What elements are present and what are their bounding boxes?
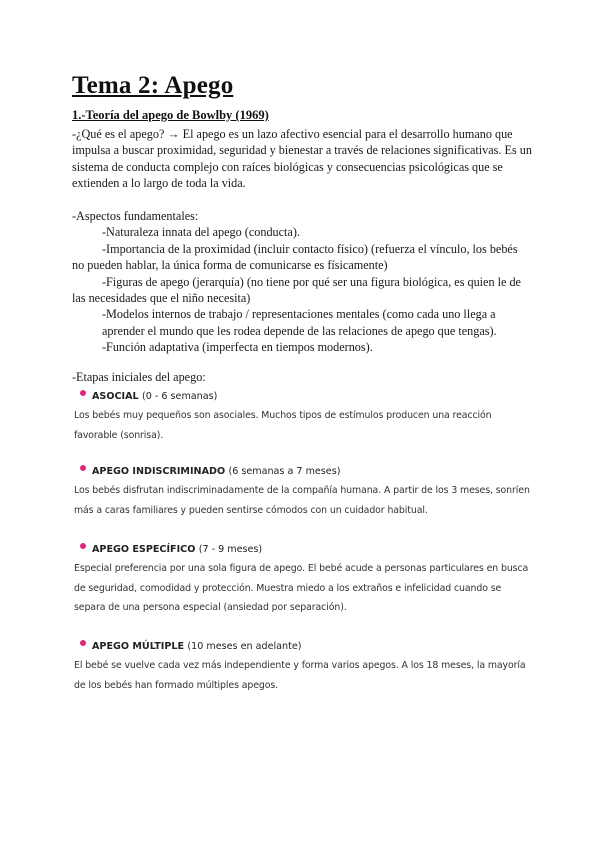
page-title: Tema 2: Apego — [72, 72, 234, 99]
intro-paragraph — [72, 126, 532, 192]
stage-text: El bebé se vuelve cada vez más independiente y forma varios apegos. A los 18 meses, la mayoría de los bebés han formado múltiples apegos. — [74, 660, 526, 691]
stage-name: APEGO ESPECÍFICO — [92, 543, 196, 555]
bullet-icon — [80, 390, 86, 396]
stage-text: Especial preferencia por una sola figura de apego. El bebé acude a personas particulares en busca de seguridad, comodidad y protección. Muestra miedo a los extraños e infelicidad cuando se separa de una persona especial (ansiedad por separación). — [74, 563, 529, 613]
stage-range: (7 - 9 meses) — [198, 543, 263, 555]
intro-text: -¿Qué es el apego? → El apego es un lazo afectivo esencial para el desarrollo humano que impulsa a buscar proximidad, seguridad y bienestar a través de relaciones significativas. Es un sistema de conducta complejo con raíces biológicas y consecuencias psicológicas que se extienden a lo largo de toda la vida. — [72, 127, 532, 191]
aspects-heading: -Aspectos fundamentales: — [72, 209, 199, 223]
aspect-item: -Modelos internos de trabajo / representaciones mentales (como cada uno llega a aprender el mundo que les rodea depende de las relaciones de apego que tengas). — [102, 307, 497, 338]
bullet-icon — [80, 543, 86, 549]
stages-heading-block — [72, 369, 532, 385]
stage-name: APEGO INDISCRIMINADO — [92, 465, 226, 477]
stage-item — [74, 389, 534, 445]
stage-item — [74, 542, 534, 618]
stage-name: ASOCIAL — [92, 390, 139, 402]
aspects-block — [72, 208, 532, 356]
stage-text: Los bebés disfrutan indiscriminadamente de la compañía humana. A partir de los 3 meses, sonríen más a caras familiares y pueden sentirse cómodos con un cuidador habitual. — [74, 485, 530, 516]
aspect-item: -Naturaleza innata del apego (conducta). — [102, 225, 300, 240]
stage-text: Los bebés muy pequeños son asociales. Muchos tipos de estímulos producen una reacción favorable (sonrisa). — [74, 410, 492, 441]
stage-range: (6 semanas a 7 meses) — [228, 465, 341, 477]
stages-heading: -Etapas iniciales del apego: — [72, 370, 206, 384]
aspect-item: -Función adaptativa (imperfecta en tiempos modernos). — [102, 340, 373, 355]
section-heading: 1.-Teoría del apego de Bowlby (1969) — [72, 108, 269, 122]
stage-range: (10 meses en adelante) — [187, 640, 302, 652]
bullet-icon — [80, 465, 86, 471]
aspect-item: -Importancia de la proximidad (incluir contacto físico) (refuerza el vínculo, los bebés no pueden hablar, la única forma de comunicarse es físicamente) — [72, 241, 518, 273]
stage-item — [74, 464, 534, 520]
stage-item — [74, 639, 534, 695]
bullet-icon — [80, 640, 86, 646]
aspect-item: -Figuras de apego (jerarquía) (no tiene por qué ser una figura biológica, es quien le de las necesidades que el niño necesita) — [72, 274, 521, 306]
stage-range: (0 - 6 semanas) — [141, 390, 218, 402]
stage-name: APEGO MÚLTIPLE — [92, 640, 185, 652]
